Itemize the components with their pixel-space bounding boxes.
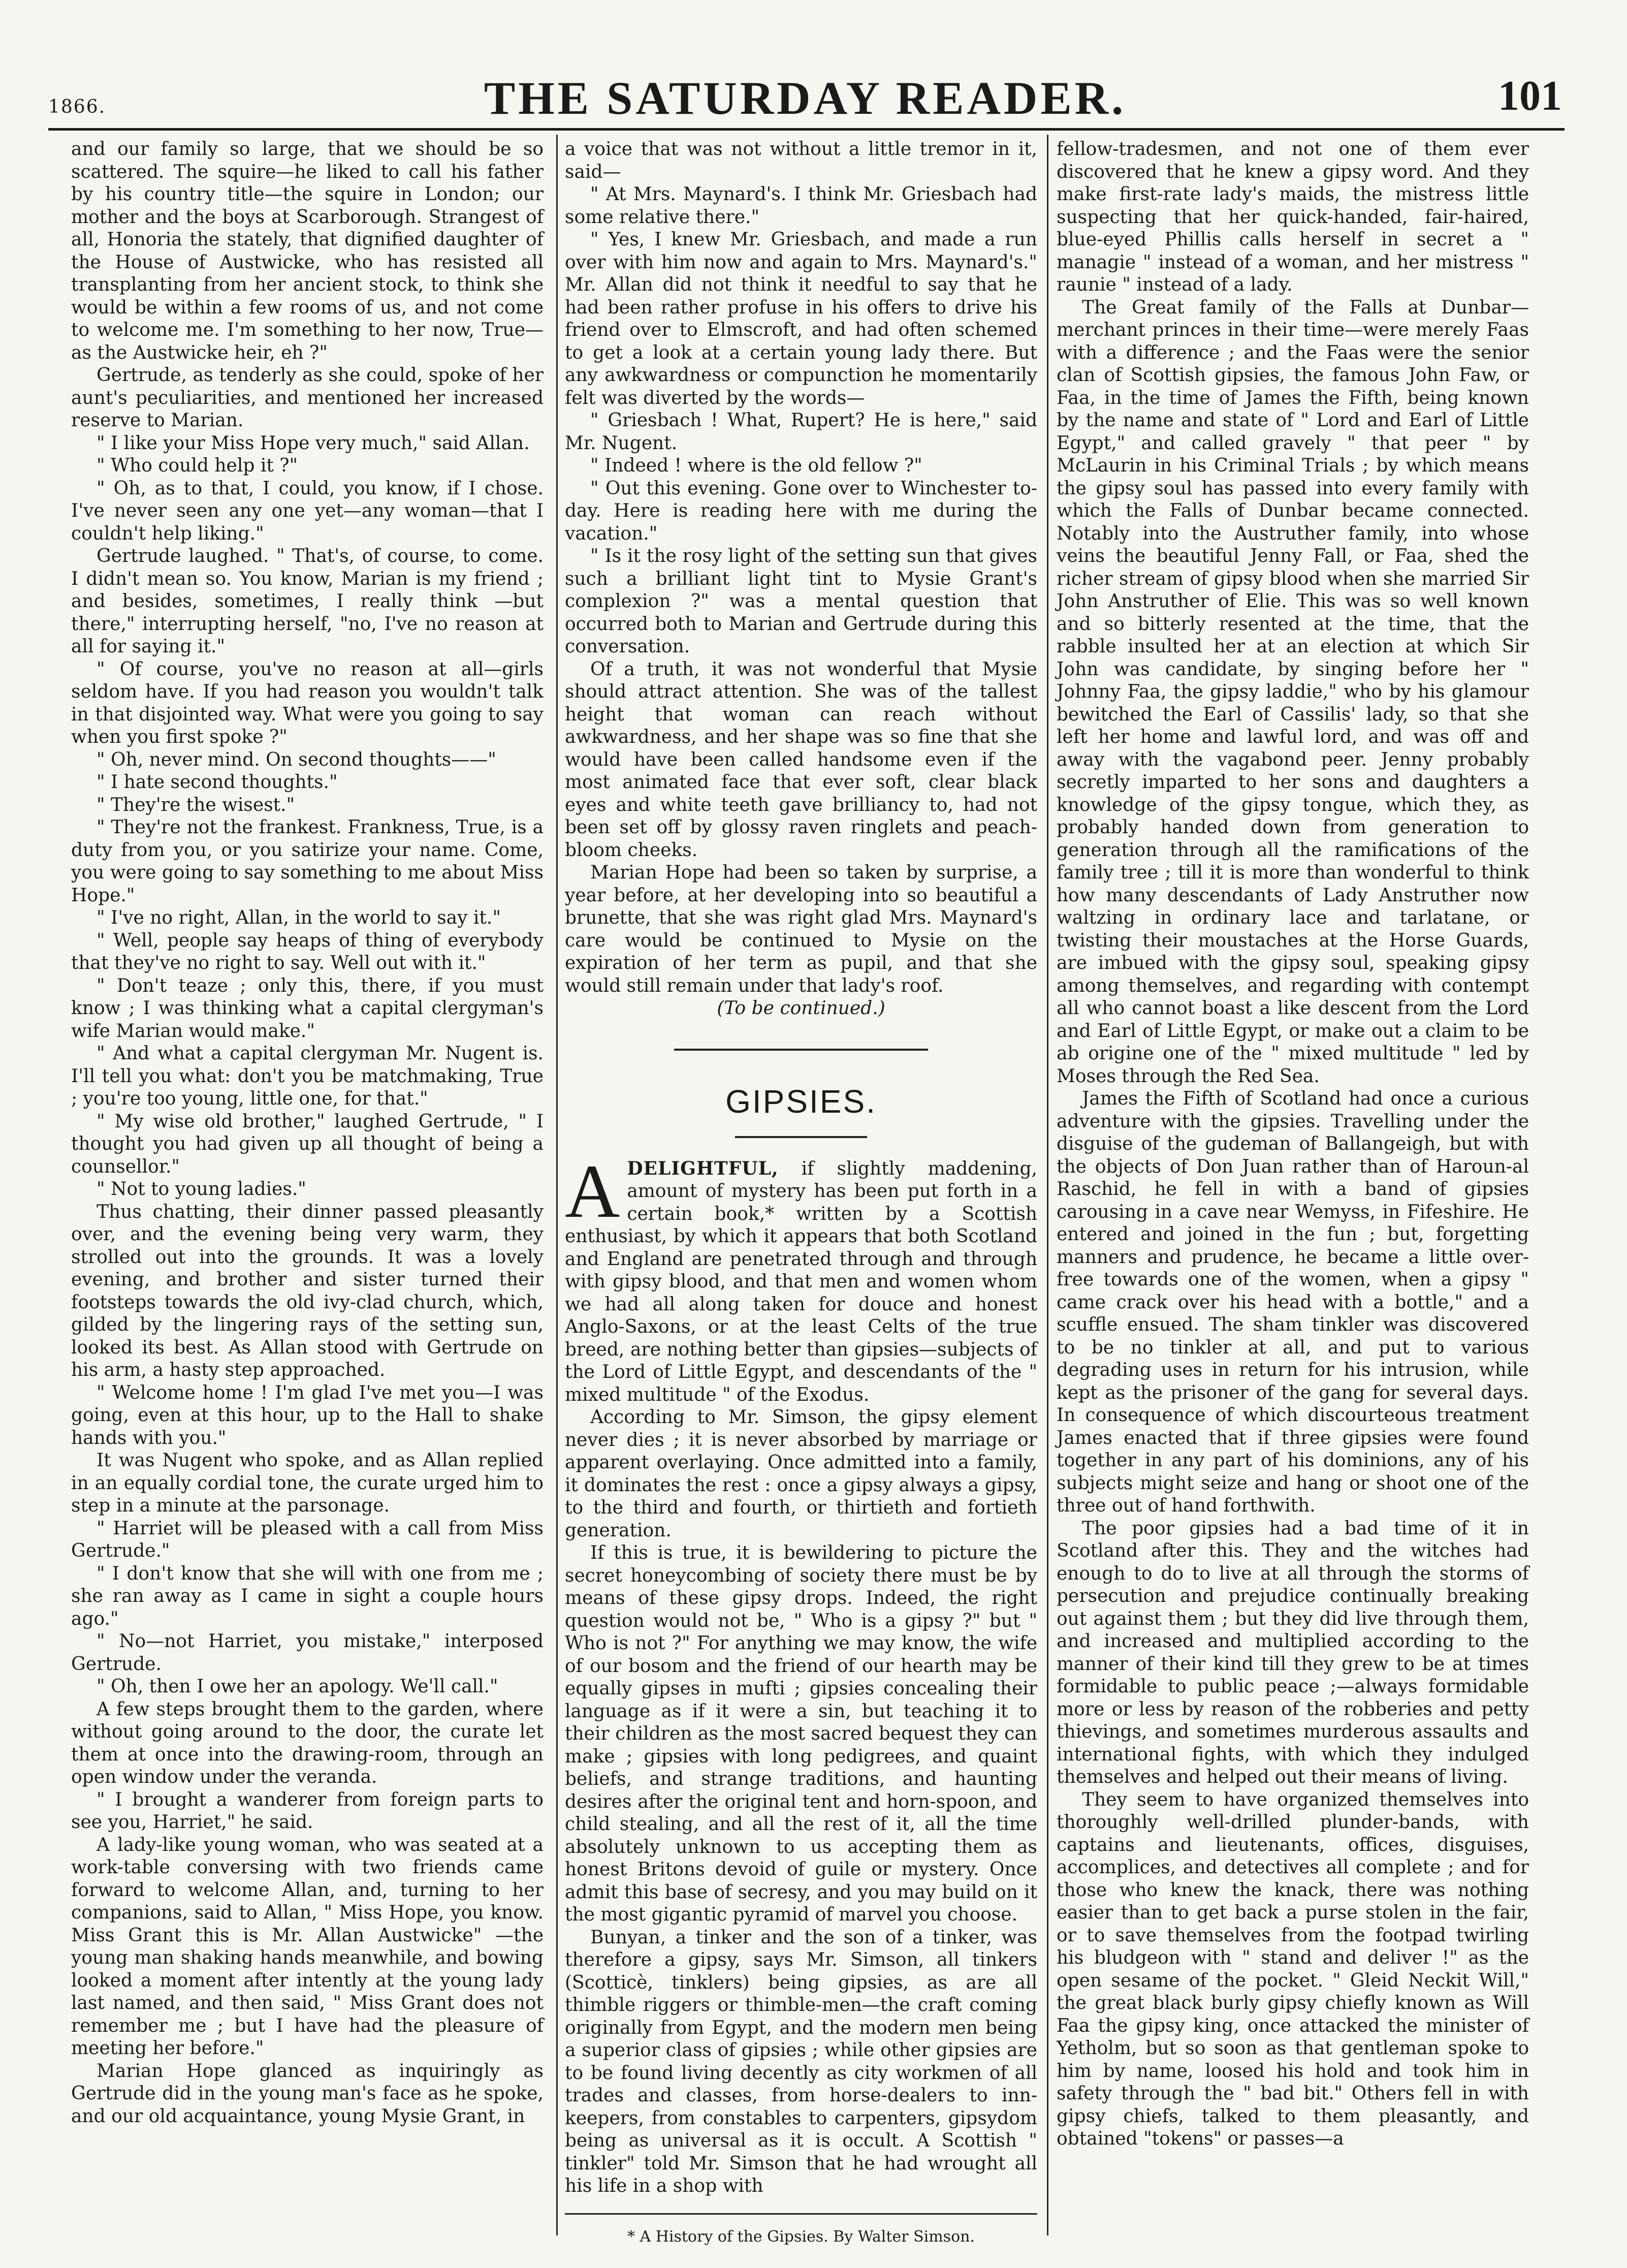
paragraph: " Don't teaze ; only this, there, if you must know ; I was thinking what a capital clergyman's wife Marian would make." xyxy=(71,975,544,1042)
paragraph: Gertrude, as tenderly as she could, spoke of her aunt's peculiarities, and mentioned her increased reserve to Marian. xyxy=(71,365,544,431)
paragraph: a voice that was not without a little tremor in it, said— xyxy=(565,139,1037,182)
paragraph: " I've no right, Allan, in the world to say it." xyxy=(97,907,501,928)
paragraph: " Indeed ! where is the old fellow ?" xyxy=(590,455,922,476)
lead-in-word: DELIGHTFUL, xyxy=(627,1157,779,1179)
paragraph: " Well, people say heaps of thing of everybody that they've no right to say. Well out with it." xyxy=(71,930,544,973)
section-rule xyxy=(674,1049,928,1051)
paragraph: " I don't know that she will with one from me ; she ran away as I came in sight a couple hours ago." xyxy=(71,1563,544,1629)
paragraph: " Of course, you've no reason at all—girls seldom have. If you had reason you wouldn't talk in that disjointed way. What were you going to say when you first spoke ?" xyxy=(71,658,544,747)
paragraph: The Great family of the Falls at Dunbar—merchant princes in their time—were merely Faas with a difference ; and the Faas were the senior clan of Scottish gipsies, the famous John Faw, or Faa, in the time of James the Fifth, being known by the name and state of " Lord and Earl of Little Egypt," and called gravely " that peer " by McLaurin in his Criminal Trials ; by which means the gipsy soul has passed into every family with which the Falls of Dunbar became connected. Notably into the Austruther family, into whose veins the beautiful Jenny Fall, or Faa, shed the richer stream of gipsy blood when she married Sir John Anstruther of Elie. This was so well known and so bitterly resented at the time, that the rabble insulted her at an election at which Sir John was candidate, by singing before her " Johnny Faa, the gipsy laddie," who by his glamour bewitched the Earl of Cassilis' lady, so that she left her home and lawful lord, and was off and away with the vagabond peer. Jenny probably secretly imparted to her sons and daughters a knowledge of the gipsy tongue, which they, as probably handed down from generation to generation through all the ramifications of the family tree ; till it is more than wonderful to think how many descendants of Lady Anstruther now waltzing in ordinary lace and tarlatane, or twisting their moustaches at the Horse Guards, are imbued with the gipsy soul, speaking gipsy among themselves, and regarding with contempt all who cannot boast a like descent from the Lord and Earl of Little Egypt, or make out a claim to be ab origine one of the " mixed multitude " led by Moses through the Red Sea. xyxy=(1057,297,1529,1087)
paragraph: Marian Hope glanced as inquiringly as Gertrude did in the young man's face as he spoke, and our old acquaintance, young Mysie Grant, in xyxy=(71,2060,544,2127)
header-rule xyxy=(48,128,1565,131)
paragraph: " I like your Miss Hope very much," said Allan. xyxy=(97,432,530,454)
page-header xyxy=(48,71,1562,127)
paragraph: Gertrude laughed. " That's, of course, to come. I didn't mean so. You know, Marian is my friend ; and besides, sometimes, I really think —but there," interrupting herself, "no, I've no reason at all for saying it." xyxy=(71,546,544,657)
header-year: 1866. xyxy=(48,97,106,117)
paragraph: " Who could help it ?" xyxy=(97,455,298,476)
to-be-continued: (To be continued.) xyxy=(717,998,885,1019)
paragraph: They seem to have organized themselves into thoroughly well-drilled plunder-bands, with captains and lieutenants, offices, disguises, accomplices, and detectives all complete ; and for those who knew the knack, there was nothing easier than to get back a purse stolen in the fair, or to save themselves from the footpad twirling his bludgeon with " stand and deliver !" as the open sesame of the pocket. " Gleid Neckit Will," the great black burly gipsy chiefly known as Will Faa the gipsy king, once attacked the minister of Yetholm, but so soon as that gentleman spoke to him by name, loosed his hold and took him in safety through the " bad bit." Others fell in with gipsy chiefs, talked to them pleasantly, and obtained "tokens" or passes—a xyxy=(1057,1789,1529,2149)
page-number: 101 xyxy=(1498,72,1562,119)
paragraph: " Oh, as to that, I could, you know, if I chose. I've never seen any one yet—any woman—that I couldn't help liking." xyxy=(71,478,544,544)
paragraph: " Oh, then I owe her an apology. We'll call." xyxy=(97,1676,498,1697)
paragraph: " Not to young ladies." xyxy=(97,1179,306,1200)
column-2 xyxy=(565,138,1037,2248)
column-divider xyxy=(556,135,558,2235)
paragraph: " I brought a wanderer from foreign parts to see you, Harriet," he said. xyxy=(71,1789,544,1833)
section-rule xyxy=(735,1136,867,1138)
paragraph: " They're the wisest." xyxy=(97,794,295,815)
first-paragraph-text: if slightly maddening, amount of mystery has been put forth in a certain book,* written by a Scottish enthusiast, by which it appears that both Scotland and England are penetrated through and through with gipsy blood, and that men and women whom we had all along taken for douce and honest Anglo-Saxons, or at the least Celts of the true breed, are nothing better than gipsies—subjects of the Lord of Little Egypt, and descendants of the " mixed multitude " of the Exodus. xyxy=(565,1158,1037,1405)
paragraph: It was Nugent who spoke, and as Allan replied in an equally cordial tone, the curate urged him to step in a minute at the parsonage. xyxy=(71,1450,544,1516)
paragraph: " No—not Harriet, you mistake," interposed Gertrude. xyxy=(71,1631,544,1675)
drop-cap: A xyxy=(565,1149,620,1234)
column-divider xyxy=(1047,135,1048,2235)
paragraph: If this is true, it is bewildering to picture the secret honeycombing of society there must be by means of these gipsy drops. Indeed, the right question would not be, " Who is a gipsy ?" but " Who is not ?" For anything we may know, the wife of our bosom and the friend of our hearth may be equally gipses in mufti ; gipsies concealing their language as if it were a sin, but teaching it to their children as the most sacred bequest they can make ; gipsies with long pedigrees, and quaint beliefs, and strange traditions, and haunting desires after the original tent and horn-spoon, and child stealing, and all the rest of it, all the time absolutely unknown to us accepting them as honest Britons devoid of guile or mystery. Once admit this base of secresy, and you may build on it the most gigantic pyramid of marvel you choose. xyxy=(565,1542,1037,1925)
paragraph: " Griesbach ! What, Rupert? He is here," said Mr. Nugent. xyxy=(565,410,1037,454)
paragraph: Bunyan, a tinker and the son of a tinker, was therefore a gipsy, says Mr. Simson, all tinkers (Scotticè, tinklers) being gipsies, as are all thimble riggers or thimble-men—the craft coming originally from Egypt, and the modern men being a superior class of gipsies ; while other gipsies are to be found living decently as city workmen of all trades and classes, from horse-dealers to inn-keepers, from constables to carpenters, gipsydom being as universal as it is occult. A Scottish " tinkler" told Mr. Simson that he had wrought all his life in a shop with xyxy=(565,1927,1037,2196)
paragraph: fellow-tradesmen, and not one of them ever discovered that he knew a gipsy word. And they make first-rate lady's maids, the mistress little suspecting that her quick-handed, fair-haired, blue-eyed Phillis calls herself in secret a " managie " instead of a woman, and her mistress " raunie " instead of a lady. xyxy=(1057,139,1529,295)
paragraph: " Yes, I knew Mr. Griesbach, and made a run over with him now and again to Mrs. Maynard's." Mr. Allan did not think it needful to say that he had been rather profuse in his offers to drive his friend over to Elmscroft, and had often schemed to get a look at a certain young lady there. But any awkwardness or compunction he momentarily felt was diverted by the words— xyxy=(565,229,1037,408)
paragraph: " And what a capital clergyman Mr. Nugent is. I'll tell you what: don't you be matchmaking, True ; you're too young, little one, for that." xyxy=(71,1043,544,1109)
paragraph: Of a truth, it was not wonderful that Mysie should attract attention. She was of the tallest height that woman can reach without awkwardness, and her shape was so fine that she would have been called handsome even if the most animated face that ever soft, clear black eyes and white teeth gave brilliancy to, had not been set off by glossy raven ringlets and peach-bloom cheeks. xyxy=(565,658,1037,861)
column-3 xyxy=(1057,138,1529,2151)
footnote: * A History of the Gipsies. By Walter Simson. xyxy=(627,2227,975,2246)
paragraph: A few steps brought them to the garden, where without going around to the door, the curate let them at once into the drawing-room, through an open window under the veranda. xyxy=(71,1698,544,1787)
paragraph: " Harriet will be pleased with a call from Miss Gertrude." xyxy=(71,1518,544,1561)
paragraph: According to Mr. Simson, the gipsy element never dies ; it is never absorbed by marriage or apparent overlaying. Once admitted into a family, it dominates the rest : once a gipsy always a gipsy, to the third and fourth, or thirtieth and fortieth generation. xyxy=(565,1407,1037,1541)
paragraph: " At Mrs. Maynard's. I think Mr. Griesbach had some relative there." xyxy=(565,184,1037,228)
article-title: GIPSIES. xyxy=(725,1083,877,1120)
paragraph: " Is it the rosy light of the setting sun that gives such a brilliant light tint to Mysie Grant's complexion ?" was a mental question that occurred both to Marian and Gertrude during this conversation. xyxy=(565,546,1037,657)
paragraph: " My wise old brother," laughed Gertrude, " I thought you had given up all thought of being a counsellor." xyxy=(71,1111,544,1177)
column-1 xyxy=(71,138,544,2128)
paragraph: Thus chatting, their dinner passed pleasantly over, and the evening being very warm, they strolled out into the grounds. It was a lovely evening, and brother and sister turned their footsteps towards the old ivy-clad church, which, gilded by the lingering rays of the setting sun, looked its best. As Allan stood with Gertrude on his arm, a hasty step approached. xyxy=(71,1201,544,1380)
article-first-paragraph xyxy=(565,1149,1037,1407)
paragraph: James the Fifth of Scotland had once a curious adventure with the gipsies. Travelling under the disguise of the gudeman of Ballangeigh, but with the objects of Don Juan rather than of Haroun-al Raschid, he fell in with a band of gipsies carousing in a cave near Wemyss, in Fifeshire. He entered and joined in the fun ; but, forgetting manners and prudence, he became a little over-free towards one of the women, when a gipsy " came crack over his head with a bottle," and a scuffle ensued. The sham tinkler was discovered to be no tinkler at all, and put to various degrading uses in return for his intrusion, while kept as the prisoner of the gang for several days. In consequence of which discourteous treatment James enacted that if three gipsies were found together in any part of his dominions, any of his subjects might seize and hang or shoot one of the three out of hand forthwith. xyxy=(1057,1088,1529,1516)
paragraph: A lady-like young woman, who was seated at a work-table conversing with two friends came forward to welcome Allan, and, turning to her companions, said to Allan, " Miss Hope, you know. Miss Grant this is Mr. Allan Austwicke" —the young man shaking hands meanwhile, and bowing looked a moment after intently at the young lady last named, and then said, " Miss Grant does not remember me ; but I have had the pleasure of meeting her before." xyxy=(71,1834,544,2059)
paragraph: The poor gipsies had a bad time of it in Scotland after this. They and the witches had enough to do to live at all through the storms of persecution and prejudice continually breaking out against them ; but they did live through them, and increased and multiplied according to the manner of their kind till they grew to be at times formidable to public peace ;—always formidable more or less by reason of the robberies and petty thievings, and sometimes murderous assaults and international fights, with which they indulged themselves and helped out their means of living. xyxy=(1057,1518,1529,1787)
paragraph: " Oh, never mind. On second thoughts——" xyxy=(97,749,496,770)
paragraph: " They're not the frankest. Frankness, True, is a duty from you, or you satirize your name. Come, you were going to say something to me about Miss Hope." xyxy=(71,817,544,906)
paragraph: " Out this evening. Gone over to Winchester to-day. Here is reading here with me during the vacation." xyxy=(565,478,1037,544)
footnote-rule xyxy=(565,2213,1037,2215)
paragraph: " Welcome home ! I'm glad I've met you—I was going, even at this hour, up to the Hall to shake hands with you." xyxy=(71,1382,544,1448)
paragraph: " I hate second thoughts." xyxy=(97,772,338,793)
paragraph: Marian Hope had been so taken by surprise, a year before, at her developing into so beautiful a brunette, that she was right glad Mrs. Maynard's care would be continued to Mysie on the expiration of her term as pupil, and that she would still remain under that lady's roof. xyxy=(565,862,1037,996)
publication-title: THE SATURDAY READER. xyxy=(484,72,1127,124)
paragraph: and our family so large, that we should be so scattered. The squire—he liked to call his father by his country title—the squire in London; our mother and the boys at Scarborough. Strangest of all, Honoria the stately, that dignified daughter of the House of Austwicke, who has resisted all transplanting from her ancient stock, to think she would be within a few rooms of us, and not come to welcome me. I'm something to her now, True—as the Austwicke heir, eh ?" xyxy=(71,139,544,363)
